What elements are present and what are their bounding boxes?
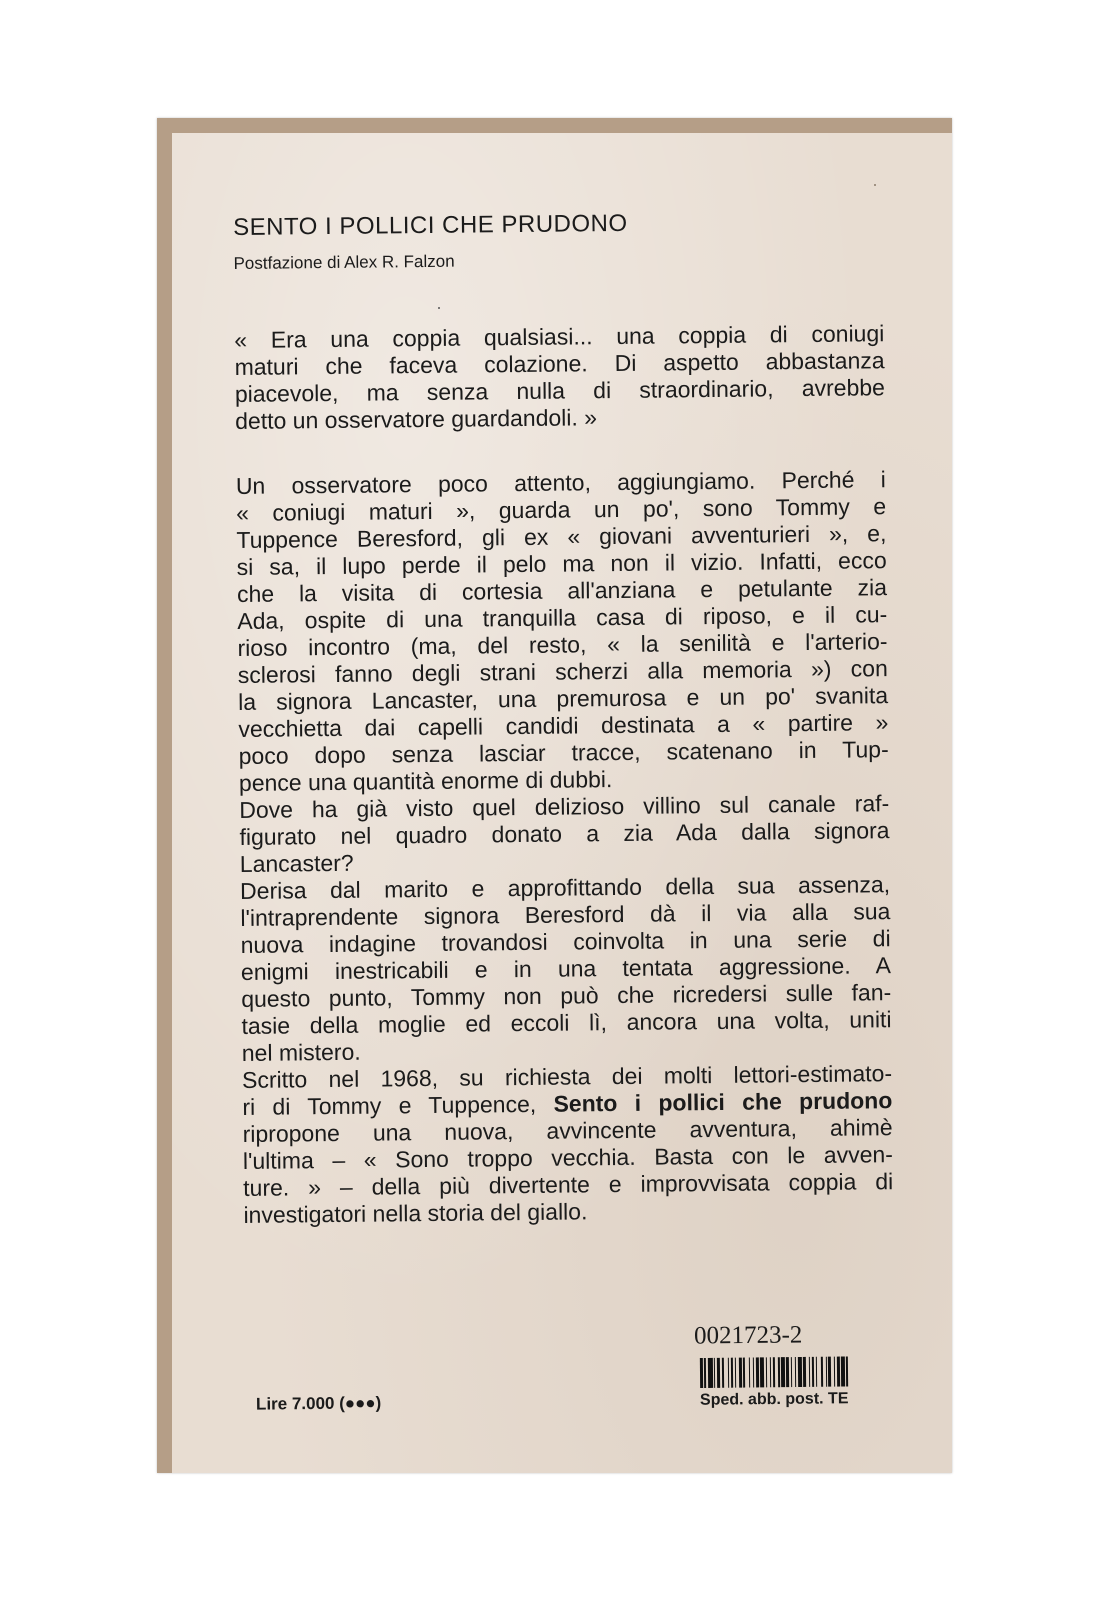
quote-line: piacevole, ma senza nulla di straordinario, avrebbe <box>234 374 885 407</box>
blurb-line: figurato nel quadro donato a zia Ada dalla signora <box>239 817 890 850</box>
blurb-line: l'ultima – « Sono troppo vecchia. Basta con le avven- <box>242 1141 894 1174</box>
blurb-line: pence una quantità enorme di dubbi. <box>238 766 613 796</box>
blurb-line: tasie della moglie ed eccoli lì, ancora una volta, uniti <box>241 1006 892 1039</box>
blurb-bold-title: Sento i pollici che prudono <box>553 1087 893 1117</box>
quote-line: « Era una coppia qualsiasi... una coppia di coniugi <box>234 320 885 353</box>
blurb-text <box>236 466 904 1229</box>
blurb-line: Derisa dal marito e approfittando della sua assenza, <box>239 871 891 904</box>
book-title: SENTO I POLLICI CHE PRUDONO <box>233 209 628 241</box>
quote-line: detto un osservatore guardandoli. » <box>235 404 598 434</box>
blurb-line: enigmi inestricabili e in una tentata aggressione. A <box>240 952 892 985</box>
blurb-line: Ada, ospite di una tranquilla casa di riposo, e il cu- <box>237 601 888 634</box>
book-subtitle: Postfazione di Alex R. Falzon <box>233 251 455 273</box>
blurb-line: Un osservatore poco attento, aggiungiamo. Perché i <box>235 466 886 499</box>
blurb-line: investigatori nella storia del giallo. <box>243 1198 588 1228</box>
isbn-code: 0021723-2 <box>693 1321 803 1350</box>
blurb-line: « coniugi maturi », guarda un po', sono Tommy e <box>236 493 887 526</box>
blurb-line: vecchietta dai capelli candidi destinata a « partire » <box>238 709 889 742</box>
blurb-line: Scritto nel 1968, su richiesta dei molti lettori-estimato- <box>241 1060 893 1093</box>
blurb-line: Dove ha già visto quel delizioso villino sul canale raf- <box>239 790 890 823</box>
blurb-line: ripropone una nuova, avvincente avventura, ahimè <box>242 1114 893 1147</box>
blurb-line: ture. » – della più divertente e improvvisata coppia di <box>243 1168 894 1201</box>
blurb-line: rioso incontro (ma, del resto, « la senilità e l'arterio- <box>237 628 888 661</box>
blurb-line-prefix: ri di Tommy e Tuppence, <box>242 1090 554 1120</box>
blurb-line: nuova indagine trovandosi coinvolta in una serie di <box>240 925 891 958</box>
blurb-line: poco dopo senza lasciar tracce, scatenano in Tup- <box>238 736 889 769</box>
blurb-line: sclerosi fanno degli strani scherzi alla memoria ») con <box>237 655 888 688</box>
opening-quote <box>234 320 895 435</box>
blurb-line: questo punto, Tommy non può che ricredersi sulle fan- <box>241 979 892 1012</box>
blurb-line: Lancaster? <box>239 849 354 877</box>
barcode <box>700 1356 896 1388</box>
blurb-line: la signora Lancaster, una premurosa e un po' svanita <box>237 682 889 715</box>
blurb-line: si sa, il lupo perde il pelo ma non il vizio. Infatti, ecco <box>236 547 887 580</box>
back-cover-text <box>233 206 904 1229</box>
quote-line: maturi che faceva colazione. Di aspetto abbastanza <box>234 347 885 380</box>
blurb-line: nel mistero. <box>241 1038 361 1066</box>
print-speck <box>874 184 876 186</box>
blurb-line: che la visita di cortesia all'anziana e petulante zia <box>236 574 888 607</box>
blurb-line: l'intraprendente signora Beresford dà il via alla sua <box>240 898 891 931</box>
price-label: Lire 7.000 (●●●) <box>255 1393 382 1414</box>
shipping-note: Sped. abb. post. TE <box>699 1390 849 1409</box>
blurb-line: Tuppence Beresford, gli ex « giovani avventurieri », e, <box>236 520 887 553</box>
barcode-bar <box>848 1356 851 1386</box>
